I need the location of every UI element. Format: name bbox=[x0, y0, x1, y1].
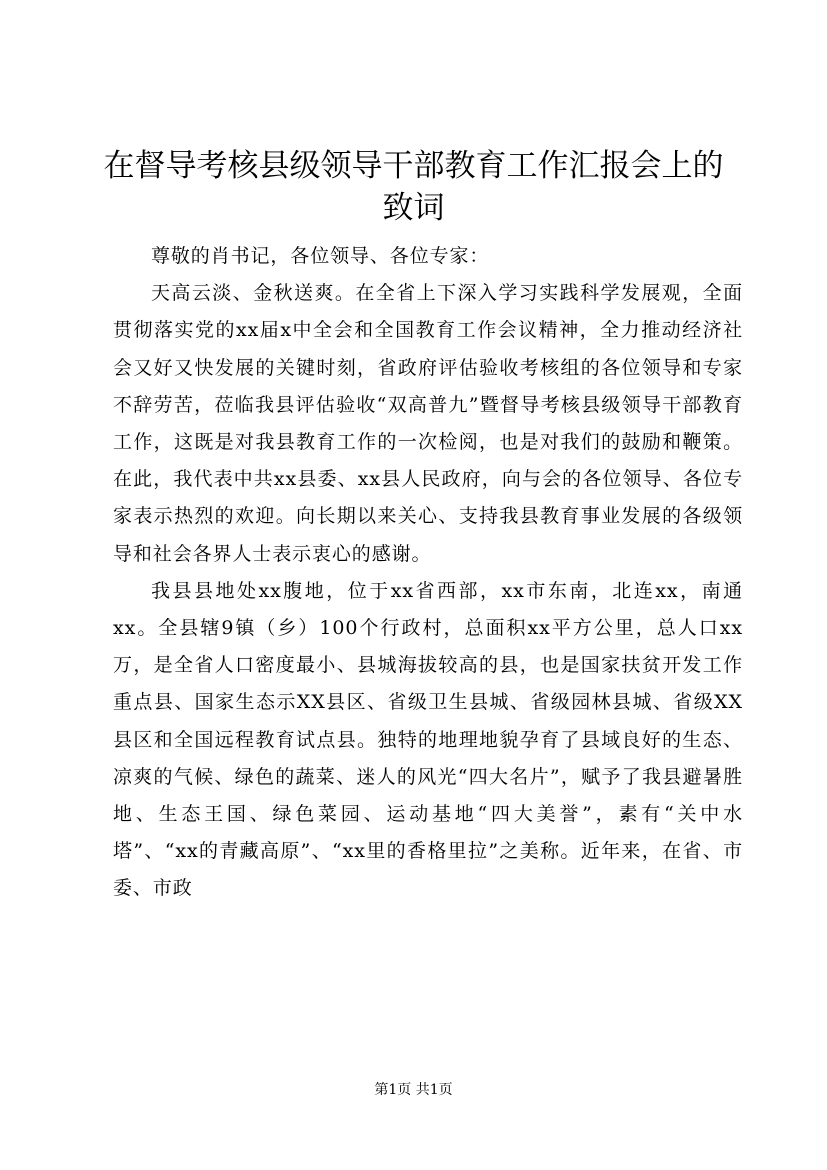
paragraph-2: 我县县地处xx腹地，位于xx省西部，xx市东南，北连xx，南通xx。全县辖9镇（乡）100个行政村，总面积xx平方公里，总人口xx万，是全省人口密度最小、县城海拔较高的县，也是国家扶贫开发工作重点县、国家生态示XX县区、省级卫生县城、省级园林县城、省级XX县区和全国远程教育试点县。独特的地理地貌孕育了县域良好的生态、凉爽的气候、绿色的蔬菜、迷人的风光“四大名片”，赋予了我县避暑胜地、生态王国、绿色菜园、运动基地“四大美誉”，素有“关中水塔”、“xx的青藏高原”、“xx里的香格里拉”之美称。近年来，在省、市委、市政 bbox=[113, 579, 743, 900]
paragraph-1: 天高云淡、金秋送爽。在全省上下深入学习实践科学发展观，全面贯彻落实党的xx届x中全会和全国教育工作会议精神，全力推动经济社会又好又快发展的关键时刻，省政府评估验收考核组的各位领导和专家不辞劳苦，莅临我县评估验收“双高普九”暨督导考核县级领导干部教育工作，这既是对我县教育工作的一次检阅，也是对我们的鼓励和鞭策。在此，我代表中共xx县委、xx县人民政府，向与会的各位领导、各位专家表示热烈的欢迎。向长期以来关心、支持我县教育事业发展的各级领导和社会各界人士表示衷心的感谢。 bbox=[113, 282, 743, 565]
salutation: 尊敬的肖书记，各位领导、各位专家： bbox=[151, 245, 490, 267]
page-footer: 第1页 共1页 bbox=[374, 1082, 453, 1098]
document-title: 在督导考核县级领导干部教育工作汇报会上的致词 bbox=[103, 148, 724, 226]
document-body bbox=[113, 238, 743, 908]
